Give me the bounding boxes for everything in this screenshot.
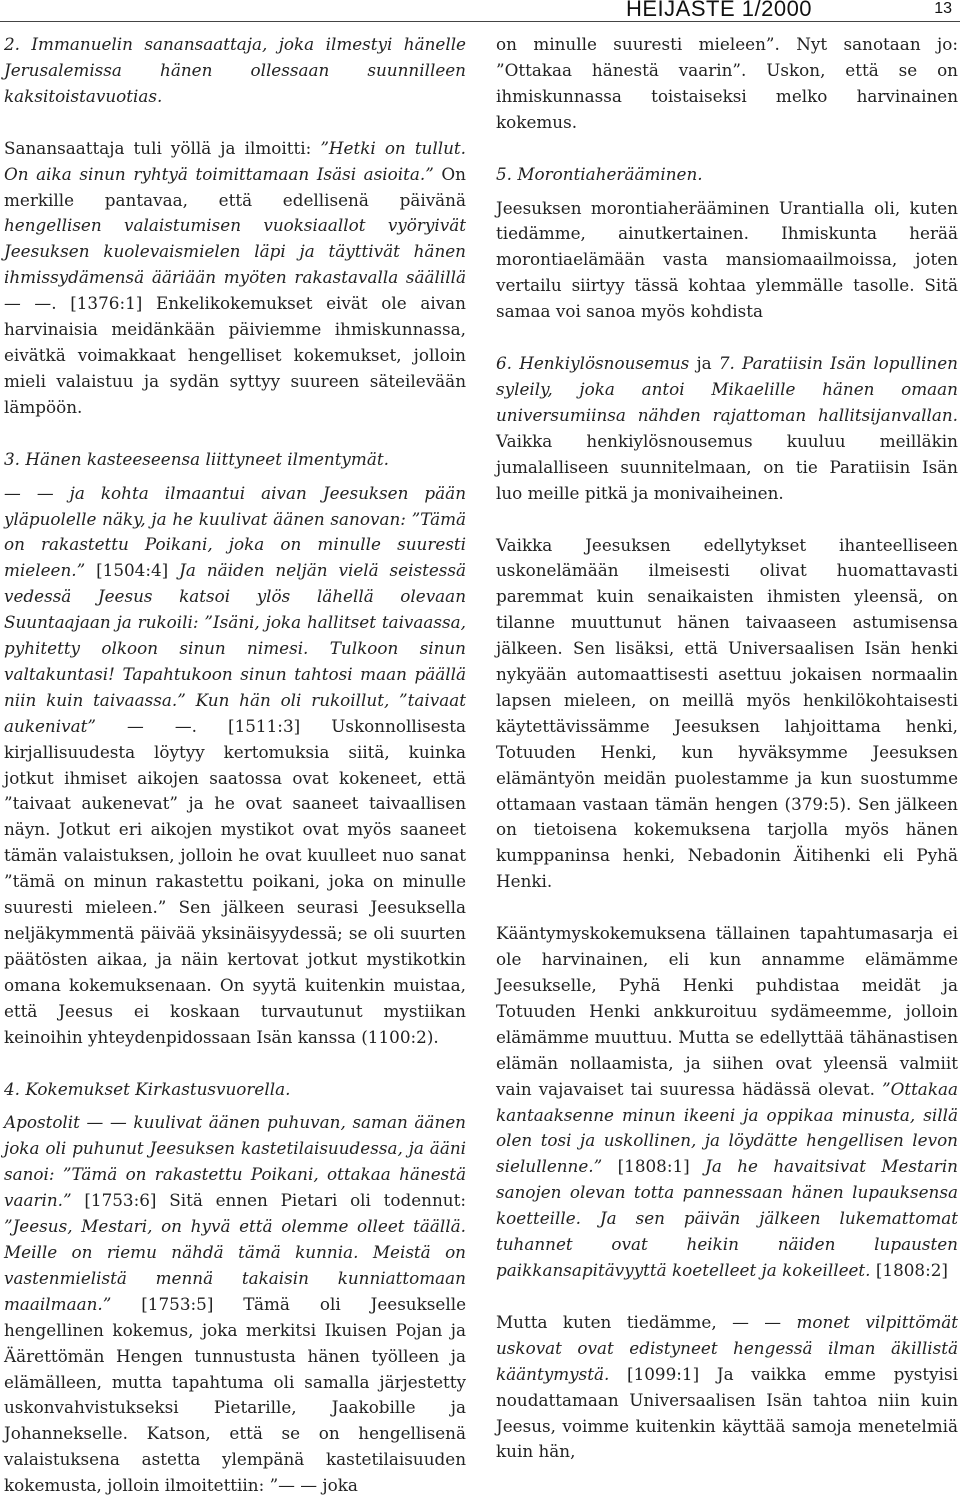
text-span: Kääntymyskokemuksena tällainen tapahtumasarja ei ole harvinainen, eli kun annamme elämämme Jeesukselle, Pyhä Henki puhdistaa meidät ja Totuuden Henki ankkuroituu sydämeemme, jolloin elämämme muuttuu. Mutta se edellyttää tähänastisen elämän nollaamista, ja siihen ovat yleensä valmiit vain vajavaiset tai suuressa hädässä olevat. <box>496 923 958 1099</box>
text-span: [1753:5] Tämä oli Jeesukselle hengellinen kokemus, joka merkitsi Ikuisen Pojan ja Äärettömän Hengen tunnustusta hänen työlleen ja elämälleen, mutta tapahtuma oli samalla järjestetty uskonvahvistukseksi Pietarille, Jaakobille ja Johannekselle. Katson, että se on hengellisenä valaistuksena astetta ylempänä kastetilaisuuden kokemusta, jolloin ilmoitettiin: ”— — joka <box>4 1293 466 1496</box>
section-6-heading: 6. Henkiylösnousemus <box>496 353 690 374</box>
quote-span: Ja he havaitsivat Mestarin sanojen olevan totta pannessaan hänen lupauksensa koetteille. Ja sen päivän jälkeen lukemattomat tuhannet ovat heikin näiden lupausten paikkansapitävyyttä koetelleet ja kokeilleet. <box>496 1156 958 1280</box>
text-span: [1099:1] Ja vaikka emme pystyisi noudattamaan Universaalisen Isän tahtoa niin kuin Jeesus, voimme kuitenkin käyttää samoja menetelmiä kuin hän, <box>496 1363 958 1462</box>
text-span: . [1511:3] Uskonnollisesta kirjallisuudesta löytyy kertomuksia siitä, kuinka jotkut ihmiset aikojen saatossa ovat kokeneet, että ”taivaat aukenevat” ja he ovat saaneet taivaallisen näyn. Jotkut eri aikojen mystikot ovat myös saaneet tämän valaistuksen, jolloin he ovat kuulleet nuo sanat ”tämä on minun rakastettu poikani, joka on minulle suuresti mieleen.” Sen jälkeen seurasi Jeesuksella neljäkymmentä päivää yksinäisyydessä; se oli suurten päätösten aikaa, ja näin kertovat jotkut mystikotkin omana kokemuksenaan. On syytä kuitenkin muistaa, että Jeesus ei koskaan turvautunut mystiikan keinoihin yhteydenpidossaan Isän kanssa (1100:2). <box>4 715 466 1047</box>
quote-span: ”Jeesus, Mestari, on hyvä että olemme olleet täällä. Meille on riemu nähdä tämä kunnia. Meistä on vastenmielistä mennä takaisin kunniattomaan maailmaan.” <box>4 1216 466 1314</box>
section-3-heading: 3. Hänen kasteeseensa liittyneet ilmentymät. <box>4 448 389 469</box>
quote-span: hengellisen valaistumisen vuoksiaallot vyöryivät Jeesuksen kuolevaismielen läpi ja täyttivät hänen ihmissydämensä ääriään myöten rakastavalla säälillä — — <box>4 215 466 314</box>
text-span: Vaikka henkiylösnousemus kuuluu meilläkin jumalalliseen suunnitelmaan, on tie Paratiisin Isän luo meille pitkä ja monivaiheinen. <box>496 430 958 503</box>
quote-span: Ja näiden neljän vielä seistessä vedessä Jeesus katsoi ylös lähellä olevaan Suuntaajaan ja rukoili: ”Isäni, joka hallitset taivaassa, pyhitetty olkoon sinun nimesi. Tulkoon sinun valtakuntasi! Tapahtukoon sinun tahtosi maan päällä niin kuin taivaassa.” Kun hän oli rukoillut, ”taivaat aukenivat” — — <box>4 560 466 736</box>
reference-span: [1504:4] <box>85 560 180 581</box>
section-3-heading-paragraph <box>4 447 466 473</box>
quote-span: monet vilpittömät uskovat ovat edistyneet hengessä ilman äkillistä kääntymystä. <box>496 1311 958 1384</box>
paragraph-continuation: on minulle suuresti mieleen”. Nyt sanotaan jo: ”Ottakaa hänestä vaarin”. Uskon, että se on ihmiskunnassa toistaiseksi melko harvinainen kokemus. <box>496 34 958 132</box>
section-2-heading: 2. Immanuelin sanansaattaja, joka ilmestyi hänelle Jerusalemissa hänen ollessaan suunnilleen kaksitoistavuotias. <box>4 34 466 106</box>
page-number: 13 <box>934 0 952 17</box>
paragraph-conversion <box>496 921 958 1284</box>
running-header <box>0 0 960 22</box>
paragraph-morontia: Jeesuksen morontiaherääminen Urantialla oli, kuten tiedämme, ainutkertainen. Ihmiskunta herää morontiaelämään vasta mansiomaailmoissa, joten vertailu siirtyy tässä kohtaa ylemmälle tasolle. Sitä samaa voi sanoa myös kohdista <box>496 197 958 322</box>
paragraph-baptism <box>4 481 466 1051</box>
section-5-heading-paragraph <box>496 162 958 188</box>
quote-span: ”Ottakaa kantaaksenne minun ikeeni ja oppikaa minusta, sillä olen tosi ja uskollinen, ja löydätte hengellisen levon sielullenne.” <box>496 1078 958 1177</box>
reference-span: [1808:2] <box>870 1259 948 1280</box>
section-4-heading-paragraph <box>4 1077 466 1103</box>
section-2-heading-paragraph <box>4 32 466 110</box>
paragraph-spirit: Vaikka Jeesuksen edellytykset ihanteelliseen uskonelämään ilmeisesti olivat huomattavasti paremmat kuin senaikaisten ihmisten yleensä, on tilanne muuttunut hänen taivaaseen astumisensa jälkeen. Sen lisäksi, että Universaalisen Isän henki nykyään automaattisesti asettuu jokaisen normaalin lapsen mieleen, on meillä myös henkilökohtaisesti käytettävissämme Jeesuksen lahjoittama henki, Totuuden Henki, kun hyväksymme Jeesuksen elämäntyön meidän puolestamme ja kun suostumme ottamaan vastaan tämän hengen (379:5). Sen jälkeen on tietoisena kokemuksena tarjolla myös hänen kumppaninsa henki, Nebadonin Äitihenki eli Pyhä Henki. <box>496 534 958 892</box>
text-span: ja <box>689 353 719 374</box>
paragraph-progress <box>496 1310 958 1465</box>
quote-span: ”Hetki on tullut. On aika sinun ryhtyä toimittamaan Isäsi asioita.” <box>4 137 466 184</box>
text-span: [1753:6] Sitä ennen Pietari oli todennut: <box>71 1190 466 1211</box>
paragraph-messenger <box>4 136 466 421</box>
text-span: Mutta kuten tiedämme, — — <box>496 1311 797 1332</box>
paragraph-sections-6-7 <box>496 351 958 506</box>
reference-span: [1808:1] <box>602 1156 706 1177</box>
left-column <box>4 32 466 1499</box>
text-span: On merkille pantavaa, että edellisenä päivänä <box>4 163 466 210</box>
quote-span: Apostolit — — kuulivat äänen puhuvan, saman äänen joka oli puhunut Jeesuksen kastetilaisuudessa, ja ääni sanoi: ”Tämä on rakastettu Poikani, ottakaa hänestä vaarin.” <box>4 1112 466 1211</box>
section-7-heading: 7. Paratiisin Isän lopullinen syleily, joka antoi Mikaelille hänen omaan universumiinsa nähden rajattoman hallitsijanvallan. <box>496 353 958 425</box>
header-rule <box>0 21 960 22</box>
quote-span: — — ja kohta ilmaantui aivan Jeesuksen pään yläpuolelle näky, ja he kuulivat äänen sanovan: ”Tämä on rakastettu Poikani, joka on minulle suuresti mieleen.” <box>4 482 466 581</box>
text-span: . [1376:1] Enkelikokemukset eivät ole aivan harvinaisia meidänkään päiviemme ihmiskunnassa, eivätkä voimakkaat hengelliset kokemukset, jolloin mieli valaistuu ja sydän syttyy suureen säteilevään lämpöön. <box>4 293 466 417</box>
paragraph-transfiguration <box>4 1110 466 1499</box>
text-span: Sanansaattaja tuli yöllä ja ilmoitti: <box>4 137 321 158</box>
journal-title: HEIJASTE 1/2000 <box>626 0 813 21</box>
right-column <box>496 32 958 1465</box>
section-4-heading: 4. Kokemukset Kirkastusvuorella. <box>4 1078 291 1099</box>
section-5-heading: 5. Morontiaherääminen. <box>496 163 703 184</box>
